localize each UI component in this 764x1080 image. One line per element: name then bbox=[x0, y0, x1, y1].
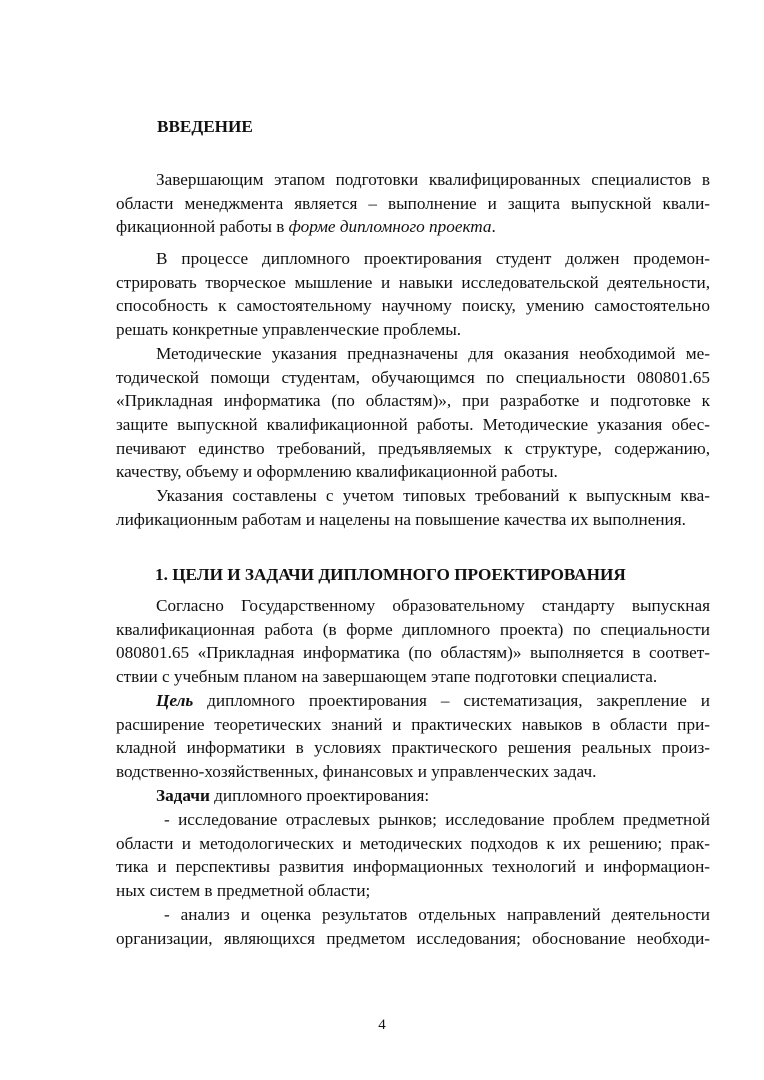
goal-term: Цель bbox=[156, 691, 194, 710]
intro-paragraph-3 bbox=[116, 342, 710, 484]
section-1-paragraph-1 bbox=[116, 594, 710, 689]
text-fragment: фикационной работы в bbox=[116, 217, 289, 237]
text-line: ных систем в предметной области; bbox=[116, 881, 371, 901]
text-line: водственно-хозяйственных, финансовых и управленческих задач. bbox=[116, 762, 597, 782]
task-item-1 bbox=[116, 808, 710, 903]
text-line: квалификационная работа (в форме дипломного проекта) по специальности bbox=[116, 619, 710, 639]
text-line bbox=[116, 689, 710, 713]
text-fragment: дипломного проектирования – систематизация, закрепление и bbox=[193, 691, 710, 710]
intro-paragraph-2 bbox=[116, 247, 710, 342]
text-line: Методические указания предназначены для оказания необходимой ме- bbox=[156, 344, 710, 363]
text-line bbox=[116, 215, 710, 239]
text-line: области менеджмента является – выполнение и защита выпускной квали- bbox=[116, 193, 710, 213]
text-line: расширение теоретических знаний и практических навыков в области при- bbox=[116, 714, 710, 734]
text-line: тика и перспективы развития информационных технологий и информацион- bbox=[116, 857, 710, 877]
text-line: решать конкретные управленческие проблемы. bbox=[116, 320, 462, 340]
text-line: качеству, объему и оформлению квалификационной работы. bbox=[116, 462, 558, 482]
text-line: организации, являющихся предметом исследования; обоснование необходи- bbox=[116, 928, 710, 948]
text-line: 080801.65 «Прикладная информатика (по областям)» выполняется в соответ- bbox=[116, 643, 710, 663]
page-number: 4 bbox=[378, 1017, 386, 1033]
tasks-paragraph bbox=[116, 784, 710, 808]
text-line: кладной информатики в условиях практического решения реальных произ- bbox=[116, 738, 710, 758]
intro-paragraph-1 bbox=[116, 168, 710, 239]
text-fragment: дипломного проектирования: bbox=[209, 786, 430, 805]
text-line: - исследование отраслевых рынков; исследование проблем предметной bbox=[164, 810, 710, 829]
text-line: печивают единство требований, предъявляемых к структуре, содержанию, bbox=[116, 438, 710, 458]
text-line: защите выпускной квалификационной работы. Методические указания обес- bbox=[116, 415, 710, 435]
text-line: тодической помощи студентам, обучающимся по специальности 080801.65 bbox=[116, 367, 710, 387]
goal-paragraph bbox=[116, 689, 710, 784]
text-line: способность к самостоятельному научному поиску, умению самостоятельно bbox=[116, 296, 710, 316]
intro-paragraph-4 bbox=[116, 484, 710, 531]
section-1-title: 1. ЦЕЛИ И ЗАДАЧИ ДИПЛОМНОГО ПРОЕКТИРОВАНИЯ bbox=[155, 565, 626, 584]
intro-title: ВВЕДЕНИЕ bbox=[157, 117, 253, 136]
text-line: лификационным работам и нацелены на повышение качества их выполнения. bbox=[116, 509, 686, 529]
text-line: В процессе дипломного проектирования студент должен продемон- bbox=[156, 249, 710, 268]
text-line: ствии с учебным планом на завершающем этапе подготовки специалиста. bbox=[116, 667, 658, 687]
text-line: Согласно Государственному образовательному стандарту выпускная bbox=[156, 596, 710, 615]
text-line: - анализ и оценка результатов отдельных направлений деятельности bbox=[164, 905, 710, 924]
text-line: «Прикладная информатика (по областям)», при разработке и подготовке к bbox=[116, 391, 710, 411]
text-line: области и методологических и методических подходов к их решению; прак- bbox=[116, 833, 710, 853]
task-item-2 bbox=[116, 903, 710, 950]
text-fragment: . bbox=[491, 217, 496, 237]
emphasis-text: форме дипломного проекта bbox=[288, 217, 492, 237]
text-line: Указания составлены с учетом типовых требований к выпускным ква- bbox=[156, 486, 710, 505]
text-line: Завершающим этапом подготовки квалифицированных специалистов в bbox=[156, 170, 710, 189]
text-line: стрировать творческое мышление и навыки исследовательской деятельности, bbox=[116, 272, 710, 292]
tasks-term: Задачи bbox=[156, 786, 210, 805]
text-line bbox=[116, 784, 710, 808]
